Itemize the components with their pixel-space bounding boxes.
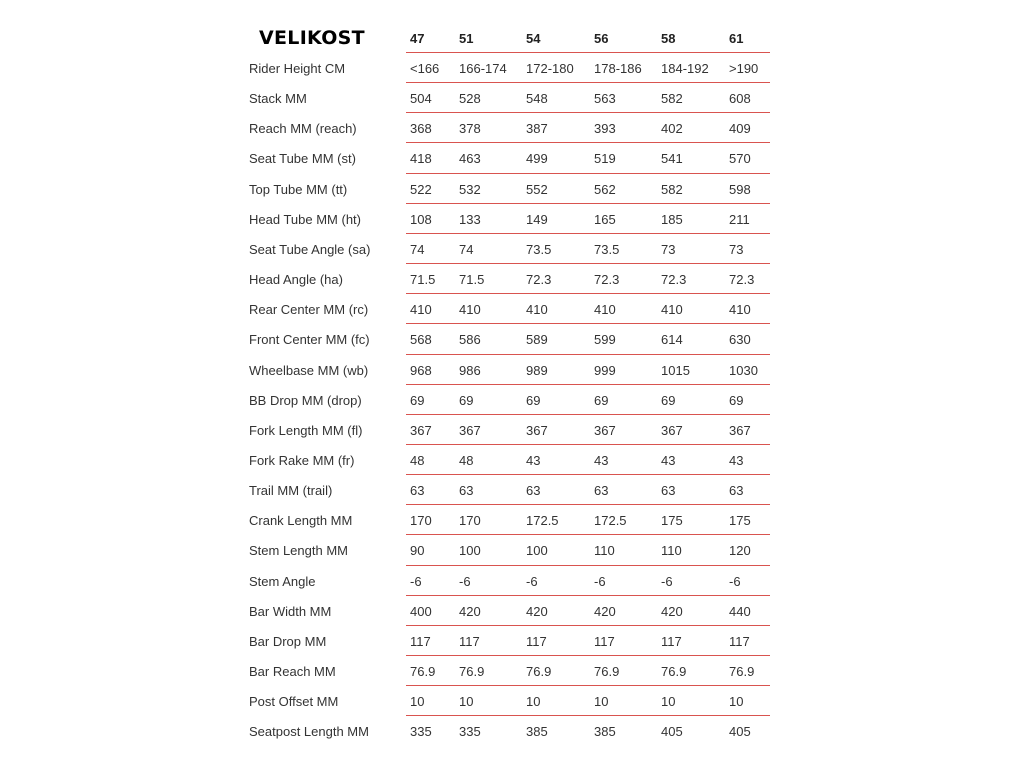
table-cell: 74 bbox=[459, 242, 474, 257]
row-label: BB Drop MM (drop) bbox=[249, 393, 362, 408]
table-cell: 73.5 bbox=[526, 242, 552, 257]
table-cell: 166-174 bbox=[459, 61, 507, 76]
table-cell: -6 bbox=[661, 574, 673, 589]
row-label: Stack MM bbox=[249, 91, 307, 106]
row-divider bbox=[406, 565, 770, 566]
table-cell: 400 bbox=[410, 604, 432, 619]
table-cell: 548 bbox=[526, 91, 548, 106]
size-header-51: 51 bbox=[459, 31, 474, 46]
row-label: Stem Length MM bbox=[249, 543, 348, 558]
row-label: Post Offset MM bbox=[249, 694, 339, 709]
table-cell: 385 bbox=[526, 724, 548, 739]
row-divider bbox=[406, 203, 770, 204]
table-cell: 76.9 bbox=[410, 664, 436, 679]
table-cell: 73 bbox=[661, 242, 676, 257]
table-cell: 999 bbox=[594, 363, 616, 378]
table-cell: -6 bbox=[526, 574, 538, 589]
row-divider bbox=[406, 233, 770, 234]
table-cell: -6 bbox=[729, 574, 741, 589]
table-cell: 117 bbox=[526, 634, 547, 649]
table-cell: 69 bbox=[459, 393, 474, 408]
table-cell: 570 bbox=[729, 151, 751, 166]
table-cell: 185 bbox=[661, 212, 683, 227]
row-divider bbox=[406, 414, 770, 415]
table-cell: 76.9 bbox=[729, 664, 755, 679]
table-cell: 43 bbox=[661, 453, 676, 468]
table-cell: 409 bbox=[729, 121, 751, 136]
table-cell: -6 bbox=[410, 574, 422, 589]
row-divider bbox=[406, 52, 770, 53]
row-divider bbox=[406, 444, 770, 445]
table-cell: 989 bbox=[526, 363, 548, 378]
table-cell: 43 bbox=[594, 453, 609, 468]
table-cell: 10 bbox=[661, 694, 676, 709]
row-label: Trail MM (trail) bbox=[249, 483, 333, 498]
table-cell: 184-192 bbox=[661, 61, 709, 76]
table-cell: 117 bbox=[729, 634, 750, 649]
table-cell: 90 bbox=[410, 543, 425, 558]
table-cell: 69 bbox=[410, 393, 425, 408]
table-cell: 598 bbox=[729, 182, 751, 197]
table-cell: 172-180 bbox=[526, 61, 574, 76]
table-cell: 71.5 bbox=[459, 272, 485, 287]
table-cell: 385 bbox=[594, 724, 616, 739]
size-header-47: 47 bbox=[410, 31, 425, 46]
row-divider bbox=[406, 142, 770, 143]
row-label: Head Angle (ha) bbox=[249, 272, 343, 287]
row-divider bbox=[406, 625, 770, 626]
table-cell: 586 bbox=[459, 332, 481, 347]
table-cell: 63 bbox=[729, 483, 744, 498]
row-divider bbox=[406, 504, 770, 505]
row-divider bbox=[406, 112, 770, 113]
row-divider bbox=[406, 655, 770, 656]
table-cell: 582 bbox=[661, 91, 683, 106]
table-cell: 402 bbox=[661, 121, 683, 136]
table-cell: 74 bbox=[410, 242, 425, 257]
row-label: Reach MM (reach) bbox=[249, 121, 357, 136]
table-cell: 175 bbox=[729, 513, 751, 528]
table-cell: 170 bbox=[459, 513, 481, 528]
table-cell: 630 bbox=[729, 332, 751, 347]
table-cell: 1030 bbox=[729, 363, 758, 378]
row-label: Head Tube MM (ht) bbox=[249, 212, 361, 227]
table-cell: 614 bbox=[661, 332, 683, 347]
table-cell: 1015 bbox=[661, 363, 690, 378]
row-divider bbox=[406, 263, 770, 264]
table-cell: 387 bbox=[526, 121, 548, 136]
table-cell: 378 bbox=[459, 121, 481, 136]
table-cell: 420 bbox=[594, 604, 616, 619]
row-label: Bar Drop MM bbox=[249, 634, 327, 649]
table-cell: 410 bbox=[729, 302, 751, 317]
table-cell: 410 bbox=[526, 302, 548, 317]
table-cell: 117 bbox=[410, 634, 431, 649]
table-cell: 367 bbox=[729, 423, 751, 438]
table-cell: 405 bbox=[729, 724, 751, 739]
table-cell: 211 bbox=[729, 212, 750, 227]
table-cell: 43 bbox=[729, 453, 744, 468]
row-divider bbox=[406, 595, 770, 596]
row-divider bbox=[406, 715, 770, 716]
table-cell: 410 bbox=[661, 302, 683, 317]
table-cell: 10 bbox=[410, 694, 425, 709]
table-cell: 110 bbox=[594, 543, 615, 558]
table-cell: 69 bbox=[594, 393, 609, 408]
table-cell: 335 bbox=[410, 724, 432, 739]
table-cell: 100 bbox=[526, 543, 548, 558]
table-cell: 165 bbox=[594, 212, 616, 227]
table-cell: 170 bbox=[410, 513, 432, 528]
table-cell: 367 bbox=[661, 423, 683, 438]
table-cell: 440 bbox=[729, 604, 751, 619]
table-cell: 10 bbox=[459, 694, 474, 709]
table-cell: 117 bbox=[594, 634, 615, 649]
table-cell: 367 bbox=[410, 423, 432, 438]
table-title: VELIKOST bbox=[259, 27, 365, 49]
table-cell: 73 bbox=[729, 242, 744, 257]
table-cell: 986 bbox=[459, 363, 481, 378]
table-cell: 69 bbox=[661, 393, 676, 408]
table-cell: 528 bbox=[459, 91, 481, 106]
row-divider bbox=[406, 354, 770, 355]
table-cell: 568 bbox=[410, 332, 432, 347]
table-cell: 69 bbox=[729, 393, 744, 408]
table-cell: 608 bbox=[729, 91, 751, 106]
table-cell: 410 bbox=[594, 302, 616, 317]
row-divider bbox=[406, 82, 770, 83]
row-divider bbox=[406, 293, 770, 294]
row-label: Seatpost Length MM bbox=[249, 724, 369, 739]
row-divider bbox=[406, 534, 770, 535]
table-cell: 420 bbox=[526, 604, 548, 619]
table-cell: 968 bbox=[410, 363, 432, 378]
table-cell: 367 bbox=[594, 423, 616, 438]
table-cell: <166 bbox=[410, 61, 440, 76]
table-cell: 72.3 bbox=[594, 272, 620, 287]
size-header-61: 61 bbox=[729, 31, 744, 46]
table-cell: 410 bbox=[410, 302, 432, 317]
table-cell: 117 bbox=[459, 634, 480, 649]
size-header-58: 58 bbox=[661, 31, 676, 46]
row-divider bbox=[406, 323, 770, 324]
table-cell: 149 bbox=[526, 212, 548, 227]
row-divider bbox=[406, 685, 770, 686]
table-cell: 532 bbox=[459, 182, 481, 197]
row-label: Fork Rake MM (fr) bbox=[249, 453, 355, 468]
table-cell: 63 bbox=[594, 483, 609, 498]
row-label: Wheelbase MM (wb) bbox=[249, 363, 369, 378]
table-cell: 120 bbox=[729, 543, 751, 558]
table-cell: 63 bbox=[410, 483, 425, 498]
table-cell: 420 bbox=[661, 604, 683, 619]
row-divider bbox=[406, 474, 770, 475]
table-cell: 172.5 bbox=[594, 513, 627, 528]
size-header-56: 56 bbox=[594, 31, 609, 46]
table-cell: 420 bbox=[459, 604, 481, 619]
row-divider bbox=[406, 173, 770, 174]
table-cell: 72.3 bbox=[729, 272, 755, 287]
row-label: Stem Angle bbox=[249, 574, 316, 589]
table-cell: 10 bbox=[526, 694, 541, 709]
table-cell: 562 bbox=[594, 182, 616, 197]
table-cell: 63 bbox=[526, 483, 541, 498]
table-cell: -6 bbox=[459, 574, 471, 589]
table-cell: -6 bbox=[594, 574, 606, 589]
table-cell: 519 bbox=[594, 151, 616, 166]
table-cell: 504 bbox=[410, 91, 432, 106]
table-cell: 410 bbox=[459, 302, 481, 317]
table-cell: 73.5 bbox=[594, 242, 620, 257]
table-cell: 552 bbox=[526, 182, 548, 197]
table-cell: 117 bbox=[661, 634, 682, 649]
row-label: Rear Center MM (rc) bbox=[249, 302, 369, 317]
table-cell: >190 bbox=[729, 61, 759, 76]
table-cell: 175 bbox=[661, 513, 683, 528]
table-cell: 405 bbox=[661, 724, 683, 739]
table-cell: 178-186 bbox=[594, 61, 642, 76]
table-cell: 76.9 bbox=[594, 664, 620, 679]
table-cell: 589 bbox=[526, 332, 548, 347]
table-cell: 393 bbox=[594, 121, 616, 136]
table-cell: 172.5 bbox=[526, 513, 559, 528]
table-cell: 76.9 bbox=[526, 664, 552, 679]
table-cell: 522 bbox=[410, 182, 432, 197]
table-cell: 418 bbox=[410, 151, 432, 166]
table-cell: 541 bbox=[661, 151, 683, 166]
table-cell: 368 bbox=[410, 121, 432, 136]
table-cell: 110 bbox=[661, 543, 682, 558]
table-cell: 63 bbox=[459, 483, 474, 498]
table-cell: 76.9 bbox=[661, 664, 687, 679]
table-cell: 367 bbox=[526, 423, 548, 438]
row-label: Front Center MM (fc) bbox=[249, 332, 370, 347]
table-cell: 43 bbox=[526, 453, 541, 468]
table-cell: 582 bbox=[661, 182, 683, 197]
table-cell: 76.9 bbox=[459, 664, 485, 679]
table-cell: 10 bbox=[729, 694, 744, 709]
table-cell: 63 bbox=[661, 483, 676, 498]
table-cell: 48 bbox=[410, 453, 425, 468]
table-cell: 72.3 bbox=[661, 272, 687, 287]
table-cell: 48 bbox=[459, 453, 474, 468]
table-cell: 10 bbox=[594, 694, 609, 709]
row-label: Fork Length MM (fl) bbox=[249, 423, 363, 438]
table-cell: 463 bbox=[459, 151, 481, 166]
row-label: Crank Length MM bbox=[249, 513, 353, 528]
table-cell: 72.3 bbox=[526, 272, 552, 287]
table-cell: 100 bbox=[459, 543, 481, 558]
table-cell: 71.5 bbox=[410, 272, 436, 287]
row-label: Top Tube MM (tt) bbox=[249, 182, 348, 197]
table-cell: 108 bbox=[410, 212, 432, 227]
row-label: Seat Tube Angle (sa) bbox=[249, 242, 371, 257]
table-cell: 335 bbox=[459, 724, 481, 739]
table-cell: 599 bbox=[594, 332, 616, 347]
row-label: Rider Height CM bbox=[249, 61, 346, 76]
table-cell: 133 bbox=[459, 212, 481, 227]
table-cell: 69 bbox=[526, 393, 541, 408]
row-label: Bar Width MM bbox=[249, 604, 332, 619]
row-label: Seat Tube MM (st) bbox=[249, 151, 356, 166]
row-label: Bar Reach MM bbox=[249, 664, 336, 679]
row-divider bbox=[406, 384, 770, 385]
size-header-54: 54 bbox=[526, 31, 541, 46]
table-cell: 367 bbox=[459, 423, 481, 438]
table-cell: 499 bbox=[526, 151, 548, 166]
table-cell: 563 bbox=[594, 91, 616, 106]
